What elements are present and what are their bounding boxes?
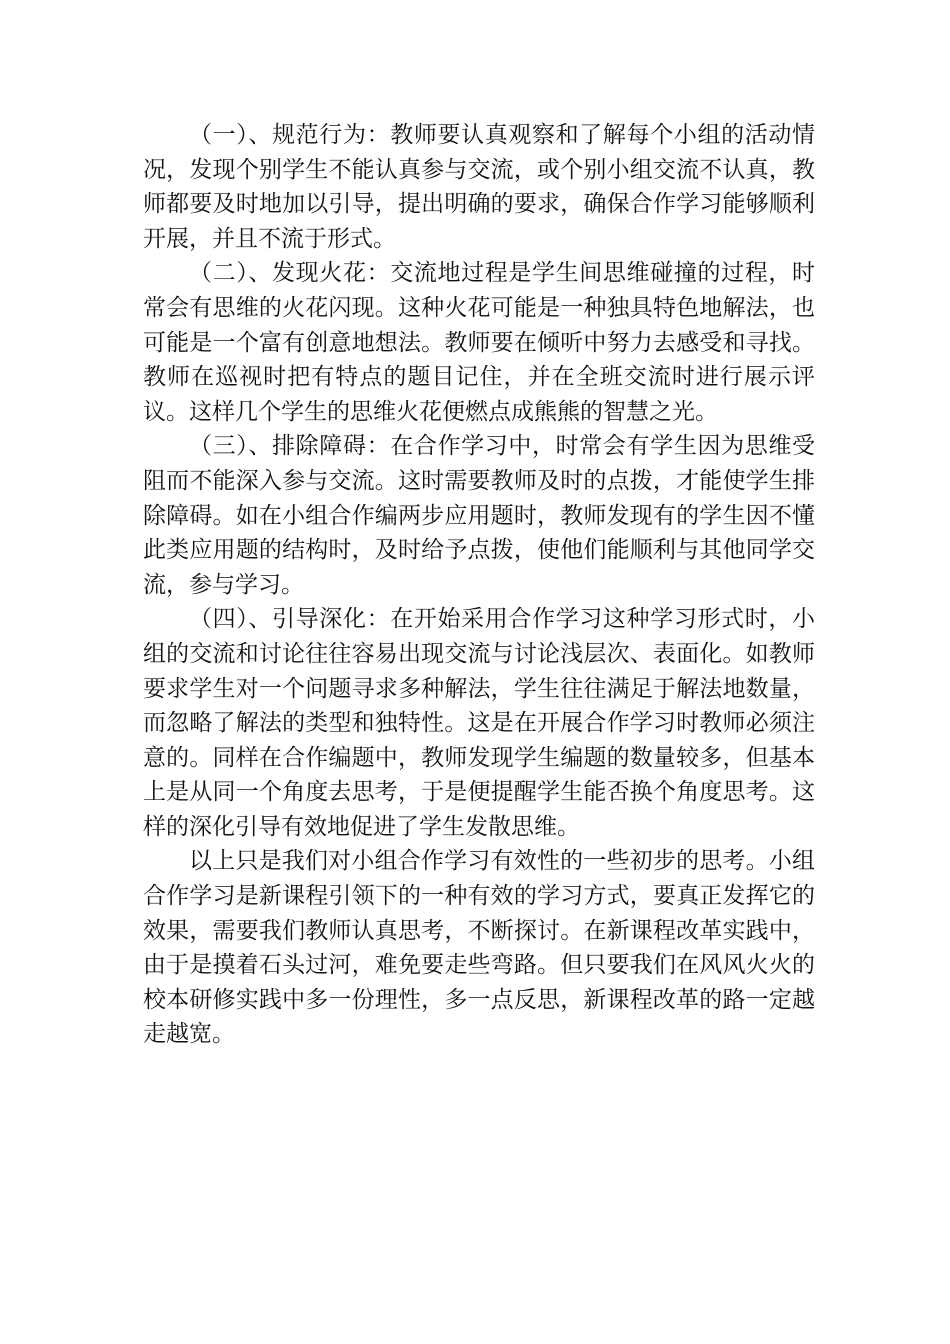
paragraph-remove-obstacles: （三）、排除障碍：在合作学习中，时常会有学生因为思维受阻而不能深入参与交流。这时需要教师及时的点拨，才能使学生排除障碍。如在小组合作编两步应用题时，教师发现有的学生因不懂此类应用题的结构时，及时给予点拨，使他们能顺利与其他同学交流，参与学习。 — [143, 433, 815, 598]
document-body — [143, 118, 815, 1052]
paragraph-conclusion: 以上只是我们对小组合作学习有效性的一些初步的思考。小组合作学习是新课程引领下的一种有效的学习方式，要真正发挥它的效果，需要我们教师认真思考，不断探讨。在新课程改革实践中，由于是摸着石头过河，难免要走些弯路。但只要我们在风风火火的校本研修实践中多一份理性，多一点反思，新课程改革的路一定越走越宽。 — [143, 848, 815, 1048]
paragraph-discover-sparks: （二）、发现火花：交流地过程是学生间思维碰撞的过程，时常会有思维的火花闪现。这种火花可能是一种独具特色地解法，也可能是一个富有创意地想法。教师要在倾听中努力去感受和寻找。教师在巡视时把有特点的题目记住，并在全班交流时进行展示评议。这样几个学生的思维火花便燃点成熊熊的智慧之光。 — [143, 260, 815, 425]
paragraph-guide-deepening: （四）、引导深化：在开始采用合作学习这种学习形式时，小组的交流和讨论往往容易出现交流与讨论浅层次、表面化。如教师要求学生对一个问题寻求多种解法，学生往往满足于解法地数量，而忽略了解法的类型和独特性。这是在开展合作学习时教师必须注意的。同样在合作编题中，教师发现学生编题的数量较多，但基本上是从同一个角度去思考，于是便提醒学生能否换个角度思考。这样的深化引导有效地促进了学生发散思维。 — [143, 606, 815, 840]
paragraph-regulate-behavior: （一）、规范行为：教师要认真观察和了解每个小组的活动情况，发现个别学生不能认真参与交流，或个别小组交流不认真，教师都要及时地加以引导，提出明确的要求，确保合作学习能够顺利开展，并且不流于形式。 — [143, 122, 815, 252]
